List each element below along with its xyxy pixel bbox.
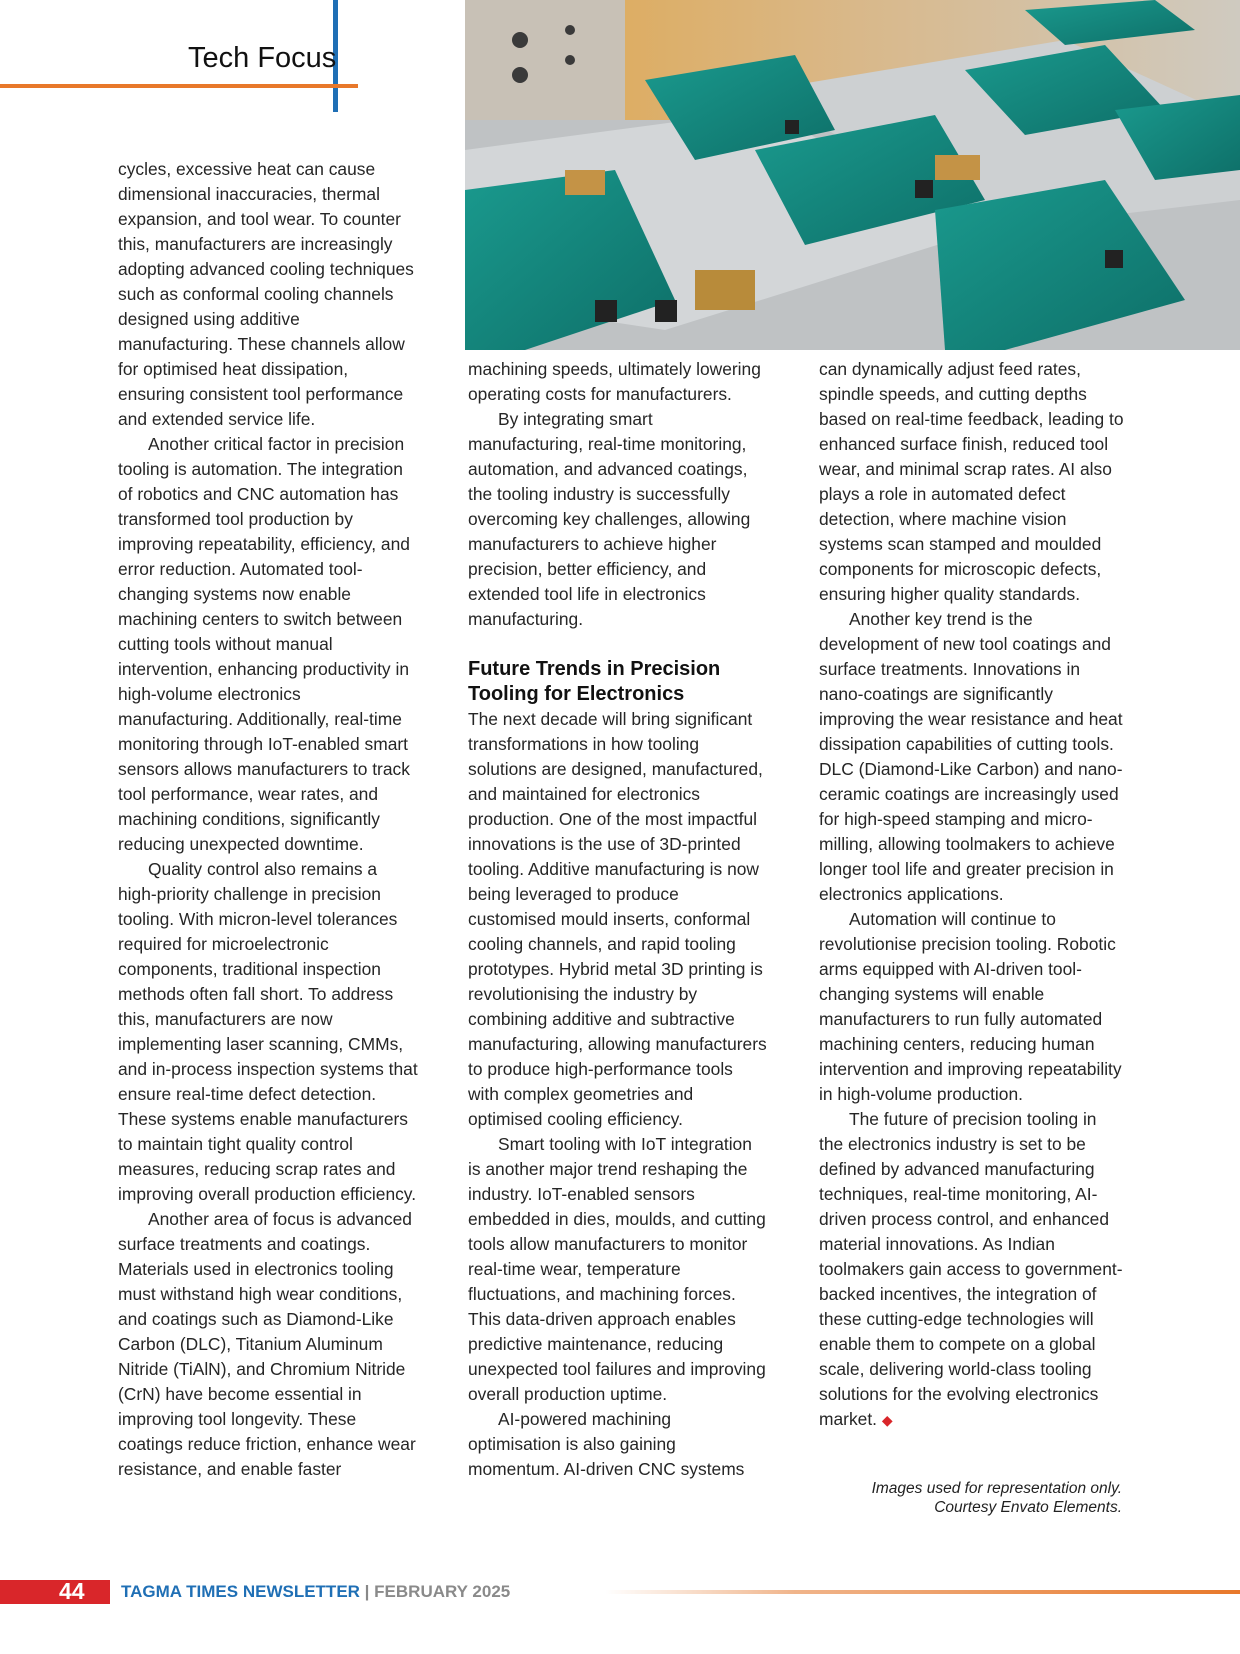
paragraph: can dynamically adjust feed rates, spindle speeds, and cutting depths based on real-time feedback, leading to enhanced surface finish, reduced tool wear, and minimal scrap rates. AI also plays a role in automated defect detection, where machine vision systems scan stamped and moulded components for microscopic defects, ensuring higher quality standards. — [819, 359, 1124, 604]
article-column-1 — [118, 157, 418, 1482]
paragraph-text: The future of precision tooling in the electronics industry is set to be defined by advanced manufacturing techniques, real-time monitoring, AI-driven process control, and enhanced material innovations. As Indian toolmakers gain access to government-backed incentives, the integration of these cutting-edge technologies will enable them to compete on a global scale, delivering world-class tooling solutions for the evolving electronics market. — [819, 1109, 1123, 1429]
paragraph: Quality control also remains a high-priority challenge in precision tooling. With micron-level tolerances required for microelectronic components, traditional inspection methods often fall short. To address this, manufacturers are now implementing laser scanning, CMMs, and in-process inspection systems that ensure real-time defect detection. These systems enable manufacturers to maintain tight quality control measures, reducing scrap rates and improving overall production efficiency. — [118, 859, 418, 1204]
paragraph: By integrating smart manufacturing, real-time monitoring, automation, and advanced coatings, the tooling industry is successfully overcoming key challenges, allowing manufacturers to achieve higher precision, better efficiency, and extended tool life in electronics manufacturing. — [468, 409, 751, 629]
paragraph — [819, 1107, 1124, 1433]
end-mark-icon: ◆ — [881, 1412, 893, 1428]
credit-line: Courtesy Envato Elements. — [934, 1499, 1122, 1516]
footer-rule — [605, 1590, 1240, 1594]
page-number: 44 — [59, 1578, 85, 1604]
paragraph: Another key trend is the development of new tool coatings and surface treatments. Innovations in nano-coatings are significantly improving the wear resistance and heat dissipation capabilities of cutting tools. DLC (Diamond-Like Carbon) and nano-ceramic coatings are increasingly used for high-speed stamping and micro-milling, allowing toolmakers to achieve longer tool life and greater precision in electronics applications. — [819, 609, 1123, 904]
paragraph: Another critical factor in precision tooling is automation. The integration of robotics and CNC automation has transformed tool production by improving repeatability, efficiency, and error reduction. Automated tool-changing systems now enable machining centers to switch between cutting tools without manual intervention, enhancing productivity in high-volume electronics manufacturing. Additionally, real-time monitoring through IoT-enabled smart sensors allows manufacturers to track tool performance, wear rates, and machining conditions, significantly reducing unexpected downtime. — [118, 434, 410, 854]
article-column-3 — [819, 357, 1124, 1433]
paragraph: AI-powered machining optimisation is also gaining momentum. AI-driven CNC systems — [468, 1409, 745, 1479]
paragraph: Smart tooling with IoT integration is another major trend reshaping the industry. IoT-enabled sensors embedded in dies, moulds, and cutting tools allow manufacturers to monitor real-time wear, temperature fluctuations, and machining forces. This data-driven approach enables predictive maintenance, reducing unexpected tool failures and improving overall production uptime. — [468, 1134, 766, 1404]
page-number-bar — [0, 1580, 110, 1604]
credit-line: Images used for representation only. — [871, 1480, 1122, 1497]
footer-separator: | — [364, 1582, 370, 1601]
section-heading: Future Trends in Precision Tooling for Electronics — [468, 658, 721, 705]
paragraph: The next decade will bring significant transformations in how tooling solutions are designed, manufactured, and maintained for electronics production. One of the most impactful innovations is the use of 3D-printed tooling. Additive manufacturing is now being leveraged to produce customised mould inserts, conformal cooling channels, and rapid tooling prototypes. Hybrid metal 3D printing is revolutionising the industry by combining additive and subtractive manufacturing, allowing manufacturers to produce high-performance tools with complex geometries and optimised cooling efficiency. — [468, 709, 767, 1129]
publication-name: TAGMA TIMES NEWSLETTER — [121, 1582, 360, 1601]
image-credit — [872, 1479, 1122, 1517]
paragraph: cycles, excessive heat can cause dimensional inaccuracies, thermal expansion, and tool wear. To counter this, manufacturers are increasingly adopting advanced cooling techniques such as conformal cooling channels designed using additive manufacturing. These channels allow for optimised heat dissipation, ensuring consistent tool performance and extended service life. — [118, 159, 414, 429]
circuit-boards-photo — [465, 0, 1240, 350]
paragraph: machining speeds, ultimately lowering operating costs for manufacturers. — [468, 359, 761, 404]
paragraph: Automation will continue to revolutionise precision tooling. Robotic arms equipped with AI-driven tool-changing systems will enable manufacturers to run fully automated machining centers, reducing human intervention and improving repeatability in high-volume production. — [819, 909, 1122, 1104]
section-label: Tech Focus — [188, 42, 337, 74]
footer-publication — [121, 1582, 510, 1602]
issue-date: FEBRUARY 2025 — [374, 1582, 511, 1601]
paragraph: Another area of focus is advanced surface treatments and coatings. Materials used in electronics tooling must withstand high wear conditions, and coatings such as Diamond-Like Carbon (DLC), Titanium Aluminum Nitride (TiAlN), and Chromium Nitride (CrN) have become essential in improving tool longevity. These coatings reduce friction, enhance wear resistance, and enable faster — [118, 1209, 416, 1479]
article-column-2 — [468, 357, 768, 1482]
header-orange-rule — [0, 84, 358, 88]
